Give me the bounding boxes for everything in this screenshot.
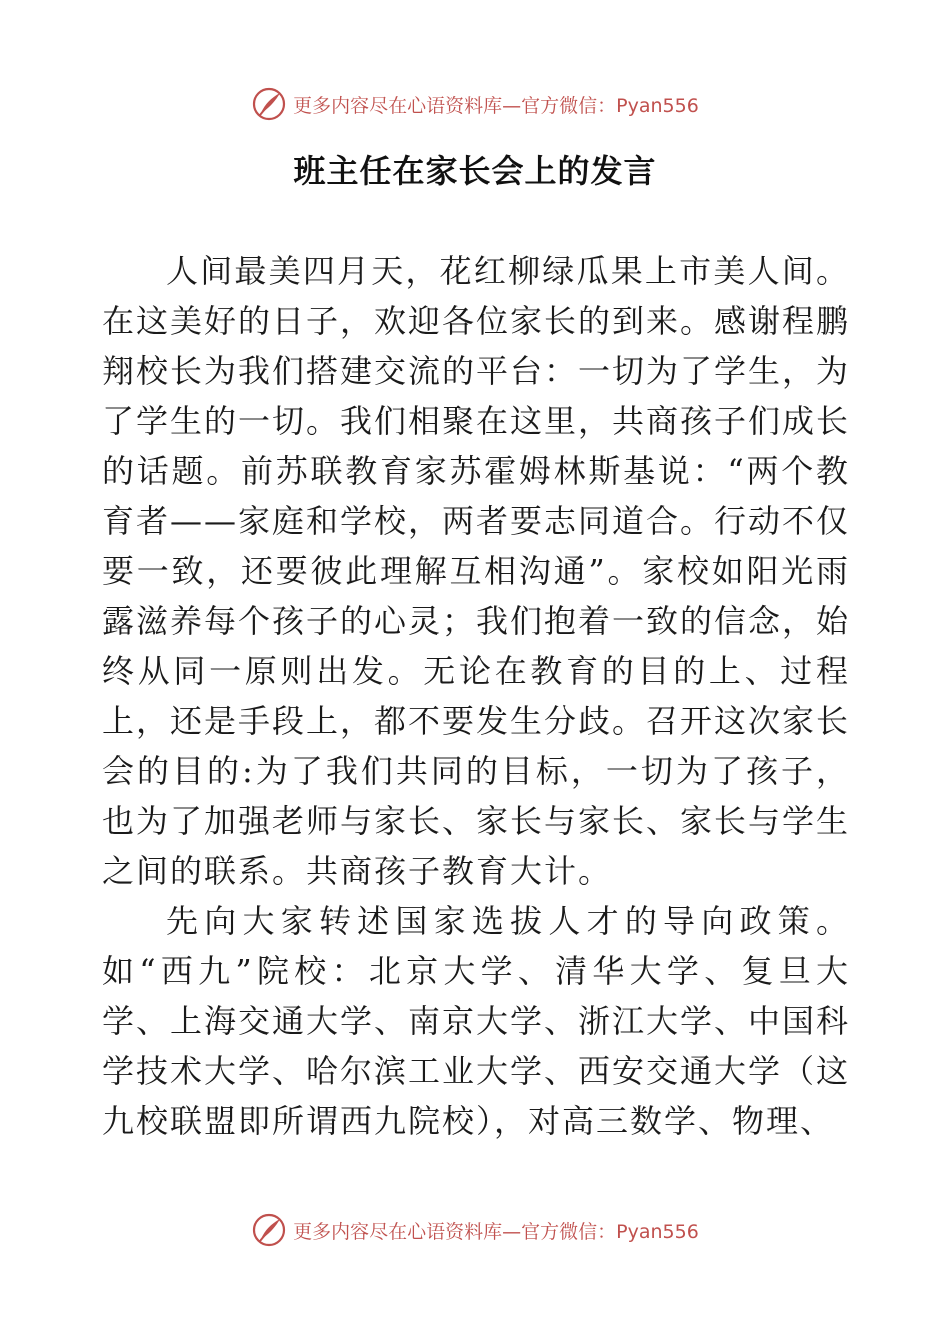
watermark-text: 更多内容尽在心语资料库—官方微信：Pyan556 — [293, 1220, 699, 1243]
document-body — [102, 246, 850, 1146]
quill-logo-icon — [251, 1212, 287, 1248]
header-watermark — [0, 86, 950, 122]
document-title: 班主任在家长会上的发言 — [293, 152, 657, 190]
quill-logo-icon — [251, 86, 287, 122]
footer-watermark — [0, 1212, 950, 1248]
paragraph: 先向大家转述国家选拔人才的导向政策。如“西九”院校：北京大学、清华大学、复旦大学、上海交通大学、南京大学、浙江大学、中国科学技术大学、哈尔滨工业大学、西安交通大学（这九校联盟即所谓西九院校），对高三数学、物理、 — [102, 902, 851, 1140]
watermark-text: 更多内容尽在心语资料库—官方微信：Pyan556 — [293, 94, 699, 117]
paragraph: 人间最美四月天，花红柳绿瓜果上市美人间。在这美好的日子，欢迎各位家长的到来。感谢程鹏翔校长为我们搭建交流的平台：一切为了学生，为了学生的一切。我们相聚在这里，共商孩子们成长的话题。前苏联教育家苏霍姆林斯基说：“两个教育者——家庭和学校，两者要志同道合。行动不仅要一致，还要彼此理解互相沟通”。家校如阳光雨露滋养每个孩子的心灵；我们抱着一致的信念，始终从同一原则出发。无论在教育的目的上、过程上，还是手段上，都不要发生分歧。召开这次家长会的目的:为了我们共同的目标，一切为了孩子，也为了加强老师与家长、家长与家长、家长与学生之间的联系。共商孩子教育大计。 — [102, 252, 851, 890]
